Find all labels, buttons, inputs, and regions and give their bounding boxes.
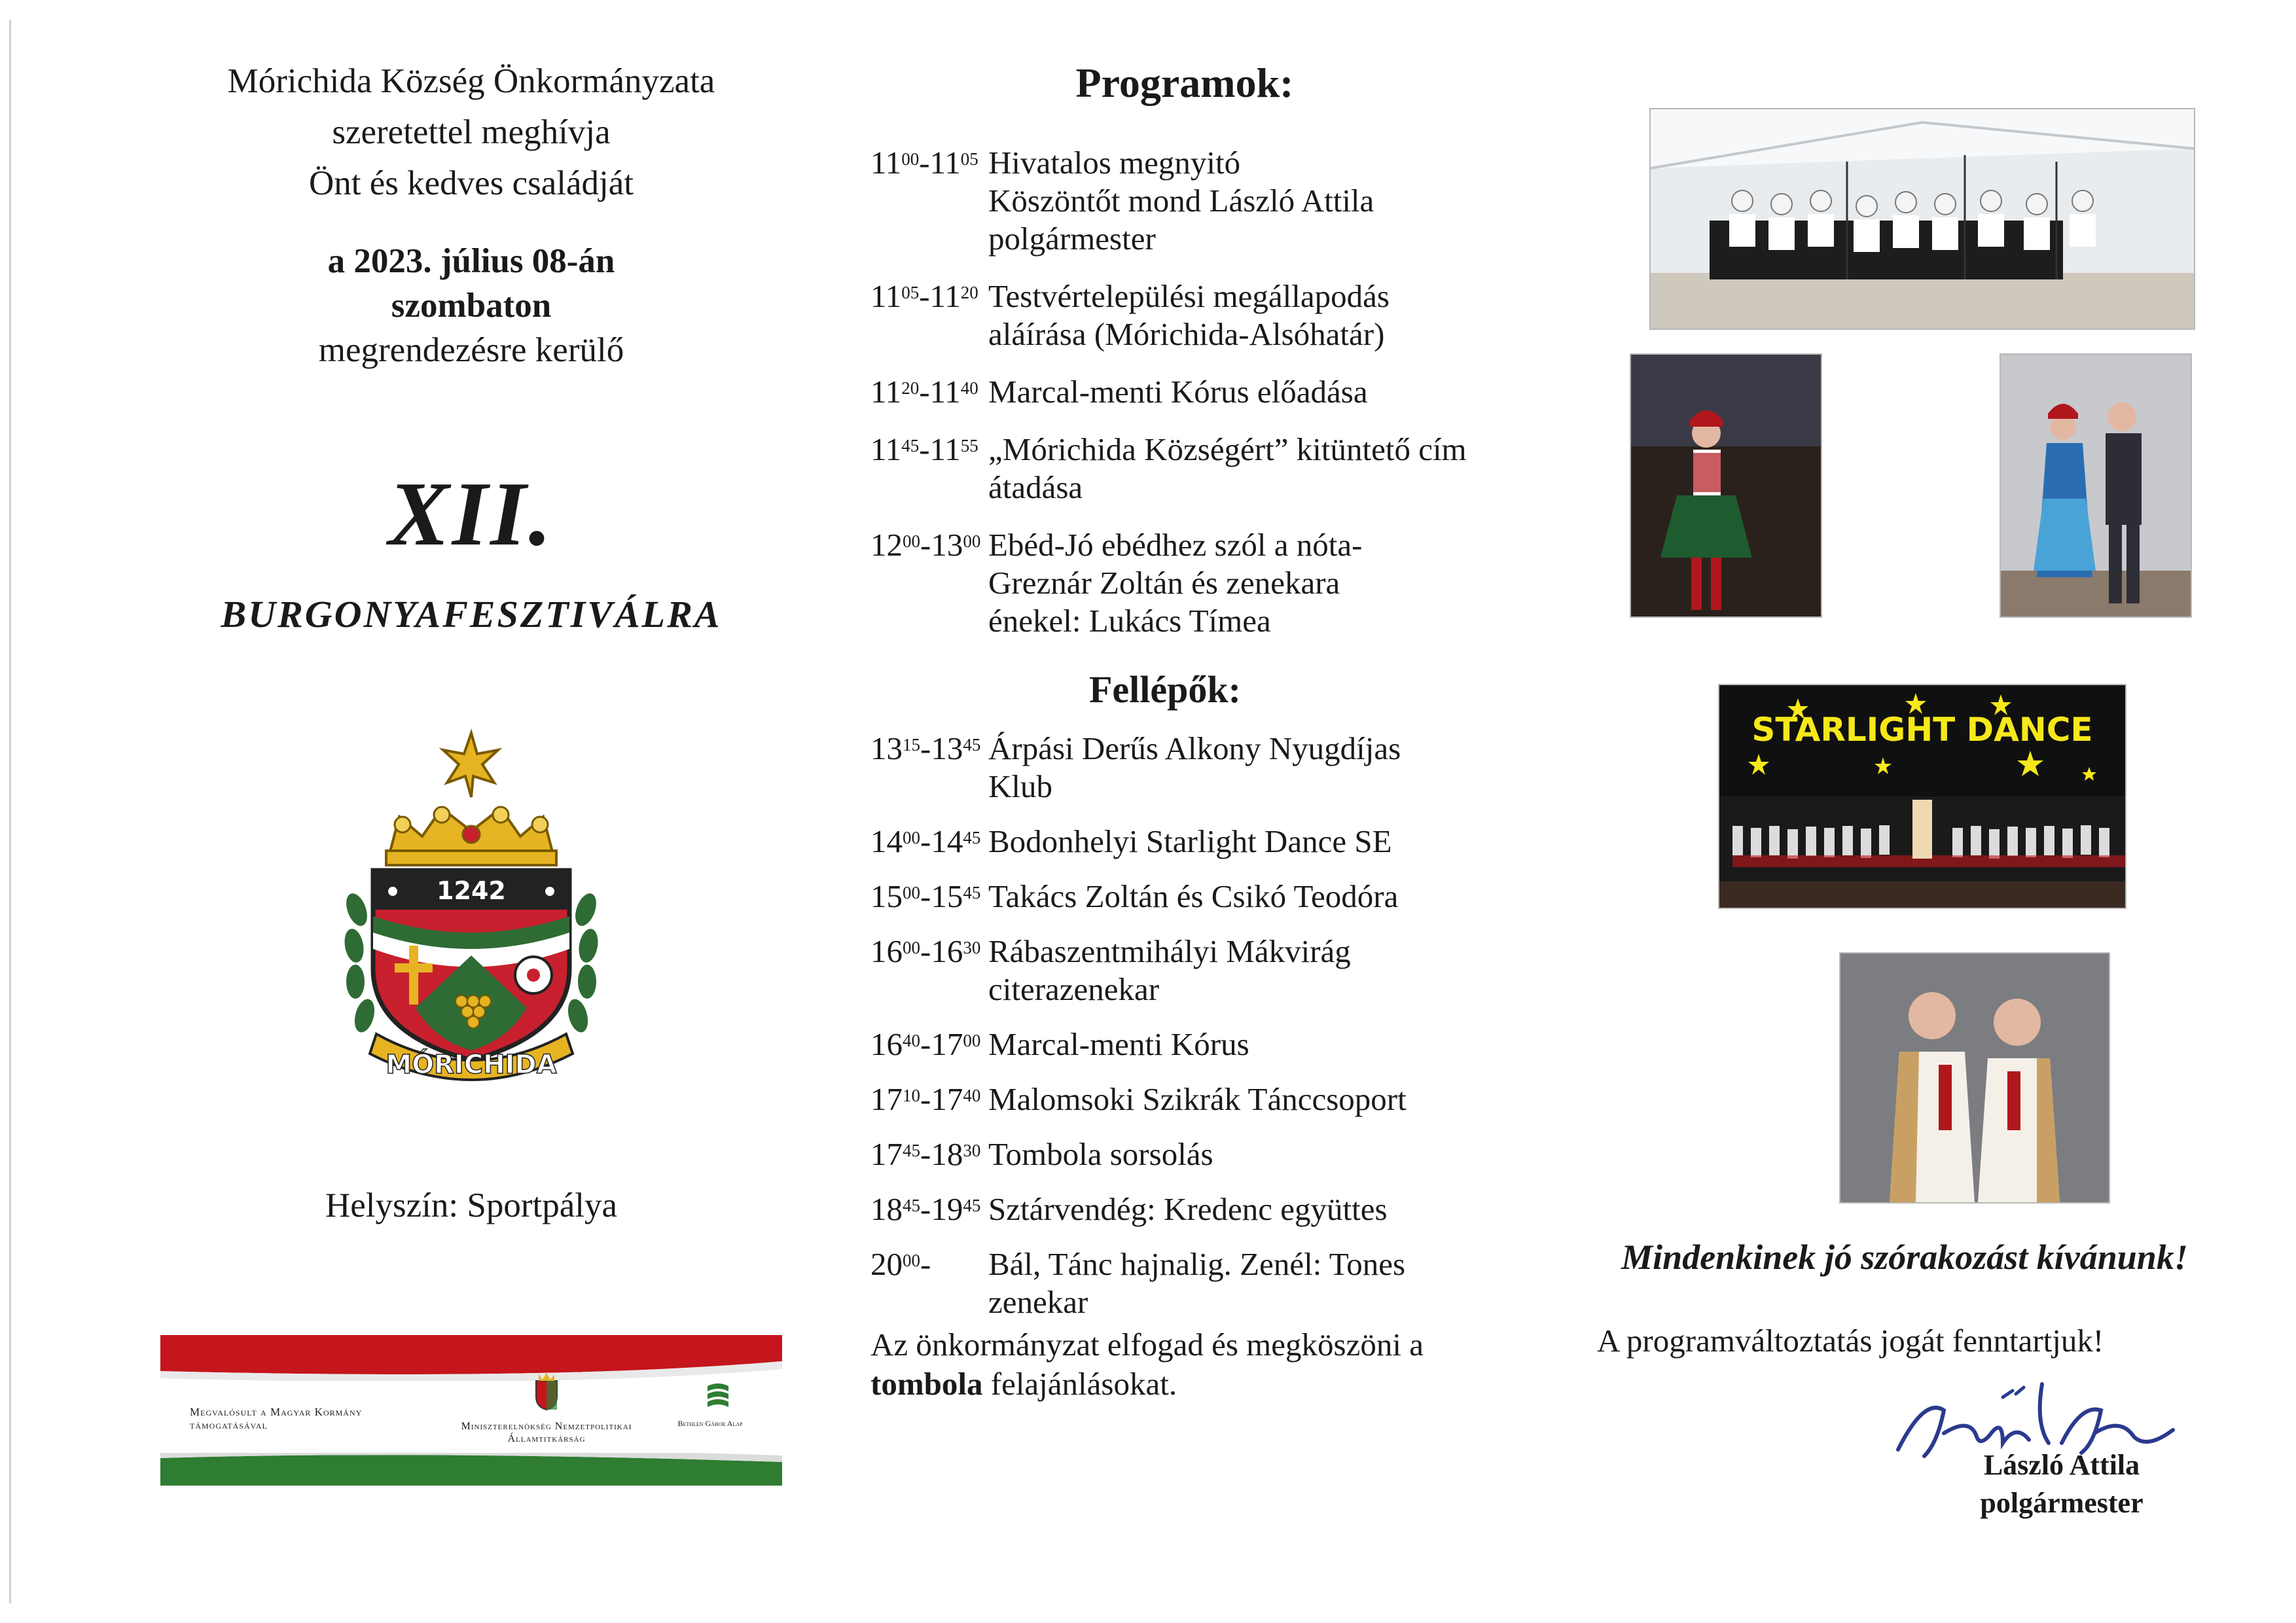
schedule-line: Klub	[988, 768, 1052, 804]
time-start-min: 45	[901, 436, 920, 455]
schedule-line: Árpási Derűs Alkony Nyugdíjas	[988, 730, 1401, 766]
schedule-description	[988, 730, 1525, 806]
raffle-note-bold: tombola	[870, 1366, 983, 1402]
schedule-time	[870, 823, 980, 861]
schedule-line: „Mórichida Községért” kitüntető cím	[988, 431, 1467, 467]
schedule-line: Sztárvendég: Kredenc együttes	[988, 1191, 1388, 1227]
time-end: 13	[931, 730, 963, 766]
schedule-description	[988, 431, 1525, 507]
time-start-min: 00	[903, 531, 920, 551]
schedule-description	[988, 823, 1525, 861]
schedule-time	[870, 730, 980, 768]
time-start: 16	[870, 1026, 903, 1062]
time-start-min: 45	[903, 1196, 920, 1215]
singer-photo	[1630, 353, 1822, 618]
time-separator: -	[920, 1026, 931, 1062]
time-start: 11	[870, 431, 902, 467]
schedule-time	[870, 933, 980, 971]
schedule-line: zenekar	[988, 1284, 1088, 1320]
schedule-line: Tombola sorsolás	[988, 1136, 1213, 1172]
funding-ministry: Miniszterelnökség Nemzetpolitikai Államtitkárság	[461, 1421, 632, 1444]
time-end: 18	[931, 1136, 963, 1172]
event-day: szombaton	[391, 287, 552, 325]
page-edge-line	[9, 20, 11, 1603]
schedule-time	[870, 373, 978, 411]
time-start: 18	[870, 1191, 903, 1227]
crest-banner-text: MÓRICHIDA	[386, 1050, 557, 1080]
schedule-description	[988, 277, 1525, 353]
schedule-description	[988, 1190, 1525, 1228]
time-separator: -	[920, 1246, 931, 1282]
event-line: megrendezésre kerülő	[318, 331, 624, 369]
schedule-time	[870, 878, 980, 916]
invitation-intro	[151, 56, 792, 209]
schedule-description	[988, 526, 1525, 640]
time-start-min: 05	[901, 283, 920, 302]
time-separator: -	[919, 278, 930, 314]
schedule-line: Greznár Zoltán és zenekara	[988, 565, 1340, 601]
flag-wave-bottom-icon	[160, 1453, 782, 1486]
schedule-description	[988, 1135, 1525, 1173]
event-date-block	[151, 239, 792, 372]
time-end: 14	[931, 823, 963, 859]
schedule-line: Köszöntőt mond László Attila	[988, 183, 1374, 219]
time-end: 17	[931, 1026, 963, 1062]
schedule-line: énekel: Lukács Tímea	[988, 603, 1271, 639]
time-end: 17	[931, 1081, 963, 1117]
time-separator: -	[920, 1136, 931, 1172]
time-end: 15	[931, 878, 963, 914]
invite-line: szeretettel meghívja	[332, 113, 611, 151]
edition-number: XII.	[388, 463, 554, 565]
time-start: 11	[870, 278, 902, 314]
time-end: 16	[931, 933, 963, 969]
time-end-min: 05	[960, 149, 978, 169]
family-line: Önt és kedves családját	[309, 164, 634, 202]
schedule-time	[870, 1135, 980, 1173]
raffle-note-text: Az önkormányzat elfogad és megköszöni a	[870, 1327, 1424, 1363]
time-end: 13	[931, 527, 963, 563]
crest-year: 1242	[437, 876, 506, 905]
time-start-min: 10	[903, 1086, 920, 1105]
time-start-min: 00	[903, 1251, 920, 1270]
time-start: 11	[870, 145, 902, 181]
choir-photo	[1649, 108, 2195, 330]
time-start: 14	[870, 823, 903, 859]
time-start-min: 00	[901, 149, 920, 169]
time-separator: -	[920, 823, 931, 859]
closing-wish: Mindenkinek jó szórakozást kívánunk!	[1621, 1238, 2188, 1277]
time-end: 19	[931, 1191, 963, 1227]
time-start: 20	[870, 1246, 903, 1282]
schedule-time	[870, 144, 978, 182]
time-end: 11	[929, 374, 961, 410]
schedule-time	[870, 1190, 980, 1228]
schedule-description	[988, 933, 1525, 1008]
time-start-min: 00	[903, 938, 920, 957]
time-end-min: 45	[963, 883, 981, 902]
performers-title: Fellépők:	[1089, 668, 1241, 711]
organizer-line: Mórichida Község Önkormányzata	[227, 62, 715, 100]
time-end: 11	[929, 145, 961, 181]
schedule-line: Hivatalos megnyitó	[988, 145, 1241, 181]
venue: Helyszín: Sportpálya	[325, 1186, 617, 1224]
time-separator: -	[920, 933, 931, 969]
time-start-min: 00	[903, 828, 920, 847]
time-start: 17	[870, 1136, 903, 1172]
time-end-min: 45	[963, 735, 981, 755]
schedule-line: aláírása (Mórichida-Alsóhatár)	[988, 316, 1385, 352]
time-end-min: 40	[963, 1086, 981, 1105]
schedule-line: Malomsoki Szikrák Tánccsoport	[988, 1081, 1407, 1117]
time-end-min: 40	[960, 378, 978, 398]
schedule-time	[870, 1245, 931, 1283]
raffle-note-end: felajánlásokat.	[990, 1366, 1177, 1402]
time-start-min: 40	[903, 1031, 920, 1050]
schedule-line: Testvértelepülési megállapodás	[988, 278, 1390, 314]
funding-fund: Bethlen Gábor Alap	[677, 1419, 743, 1428]
bethlen-gabor-alap-icon	[705, 1382, 731, 1415]
funding-supported-by: Megvalósult a Magyar Kormány támogatásával	[190, 1406, 363, 1431]
schedule-description	[988, 878, 1525, 916]
starlight-dance-photo	[1718, 684, 2126, 909]
time-separator: -	[920, 527, 931, 563]
schedule-time	[870, 526, 980, 564]
schedule-description	[988, 1245, 1525, 1321]
time-end: 11	[929, 431, 961, 467]
rights-reserved: A programváltoztatás jogát fenntartjuk!	[1597, 1323, 2104, 1359]
time-end-min: 00	[963, 1031, 981, 1050]
time-start: 13	[870, 730, 903, 766]
time-end-min: 30	[963, 1141, 981, 1160]
time-end: 11	[929, 278, 961, 314]
time-end-min: 00	[963, 531, 981, 551]
time-start-min: 00	[903, 883, 920, 902]
time-start: 11	[870, 374, 902, 410]
schedule-description	[988, 1080, 1525, 1118]
event-date: a 2023. július 08-án	[327, 242, 615, 280]
time-separator: -	[919, 374, 930, 410]
schedule-line: Bál, Tánc hajnalig. Zenél: Tones	[988, 1246, 1406, 1282]
schedule-time	[870, 1080, 980, 1118]
time-separator: -	[920, 878, 931, 914]
schedule-description	[988, 373, 1525, 411]
time-start: 15	[870, 878, 903, 914]
time-end-min: 45	[963, 828, 981, 847]
raffle-note	[870, 1325, 1525, 1404]
signer-block	[1924, 1446, 2199, 1522]
time-separator: -	[920, 1081, 931, 1117]
time-separator: -	[920, 1191, 931, 1227]
time-start-min: 45	[903, 1141, 920, 1160]
starlight-dance-banner: STARLIGHT DANCE	[1751, 711, 2093, 749]
schedule-line: Takács Zoltán és Csikó Teodóra	[988, 878, 1399, 914]
time-start-min: 15	[903, 735, 920, 755]
schedule-time	[870, 1026, 980, 1063]
schedule-line: átadása	[988, 469, 1083, 505]
program-title: Programok:	[1075, 60, 1294, 106]
signer-name: László Attila	[1983, 1449, 2140, 1481]
time-start: 17	[870, 1081, 903, 1117]
schedule-description	[988, 1026, 1525, 1063]
time-separator: -	[920, 730, 931, 766]
time-start: 16	[870, 933, 903, 969]
schedule-line: Rábaszentmihályi Mákvirág	[988, 933, 1351, 969]
schedule-line: Marcal-menti Kórus előadása	[988, 374, 1368, 410]
time-separator: -	[919, 145, 930, 181]
kredenc-band-photo	[1839, 952, 2110, 1204]
time-end-min: 20	[960, 283, 978, 302]
schedule-time	[870, 277, 978, 315]
schedule-line: polgármester	[988, 221, 1156, 257]
schedule-line: Bodonhelyi Starlight Dance SE	[988, 823, 1392, 859]
time-separator: -	[919, 431, 930, 467]
time-start: 12	[870, 527, 903, 563]
coat-of-arms-icon	[337, 720, 605, 1086]
schedule-line: citerazenekar	[988, 971, 1160, 1007]
schedule-line: Marcal-menti Kórus	[988, 1026, 1249, 1062]
time-end-min: 55	[960, 436, 978, 455]
time-end-min: 45	[963, 1196, 981, 1215]
festival-name: BURGONYAFESZTIVÁLRA	[221, 593, 722, 635]
funding-logo-strip	[160, 1335, 782, 1486]
flag-wave-top-icon	[160, 1335, 782, 1381]
schedule-time	[870, 431, 978, 469]
duo-singer-photo	[2000, 353, 2192, 618]
signer-title: polgármester	[1980, 1487, 2144, 1519]
time-end-min: 30	[963, 938, 981, 957]
hungarian-coat-of-arms-icon	[533, 1372, 560, 1411]
time-start-min: 20	[901, 378, 920, 398]
schedule-description	[988, 144, 1525, 258]
schedule-line: Ebéd-Jó ebédhez szól a nóta-	[988, 527, 1363, 563]
